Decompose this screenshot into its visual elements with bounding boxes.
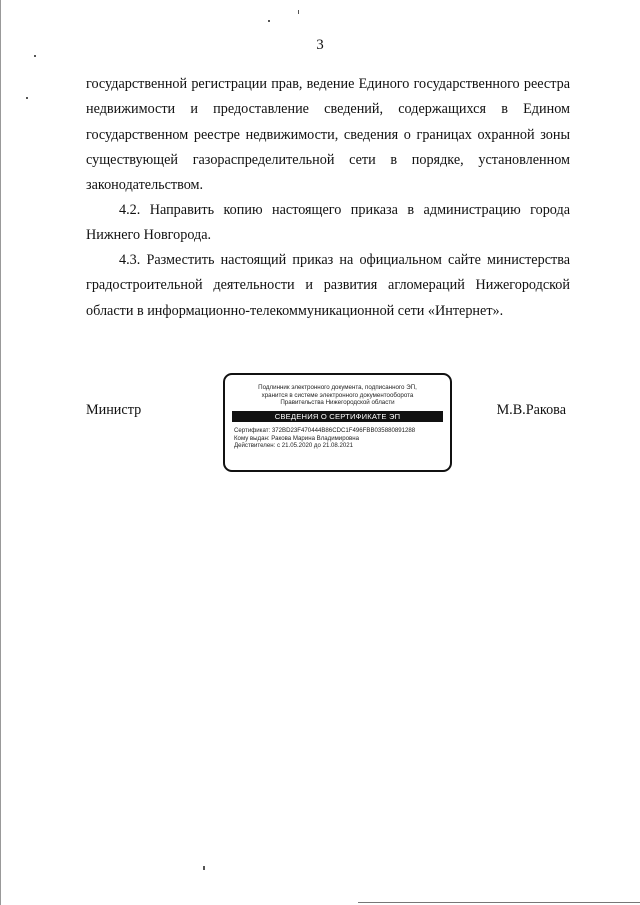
stamp-validity: Действителен: с 21.05.2020 до 21.08.2021 [234,442,354,450]
stamp-header: СВЕДЕНИЯ О СЕРТИФИКАТЕ ЭП [232,411,443,422]
stamp-notice [231,384,444,407]
scan-mark [203,866,205,870]
paragraph-registration [86,72,570,198]
electronic-signature-stamp [223,373,452,472]
paragraph-text: 4.2. Направить копию настоящего приказа в администрацию города Нижнего Новгорода. [86,202,570,244]
stamp-info [234,427,442,450]
paragraph-text: 4.3. Разместить настоящий приказ на официальном сайте министерства градостроительной деятельности и развития агломераций Нижегородской области в информационно-телекоммуникационной сети «Интернет». [86,252,570,319]
scan-mark [358,902,640,903]
paragraph-4-2 [86,198,570,249]
scan-mark [26,97,28,99]
scan-mark [34,55,36,57]
stamp-notice-line: Правительства Нижегородской области [280,399,395,407]
scan-mark [0,0,1,905]
scan-mark [268,20,270,22]
stamp-notice-line: Подлинник электронного документа, подписанного ЭП, [258,384,417,391]
signer-name: М.В.Ракова [496,402,566,418]
stamp-certificate: Сертификат: 372BD23F470444B86CDC1F496FBB035880891288 [234,426,416,434]
scan-mark [298,10,299,14]
page-number: 3 [316,37,324,53]
paragraph-4-3 [86,248,570,324]
signer-title: Министр [86,402,142,418]
paragraph-text: государственной регистрации прав, ведение Единого государственного реестра недвижимости и предоставление сведений, содержащихся в Едином государственном реестре недвижимости, сведения о границах охранной зоны существующей газораспределительной сети в порядке, установленном законодательством. [86,76,570,194]
stamp-notice-line: хранится в системе электронного документооборота [261,391,414,399]
stamp-issued-to: Кому выдан: Ракова Марина Владимировна [234,434,359,442]
